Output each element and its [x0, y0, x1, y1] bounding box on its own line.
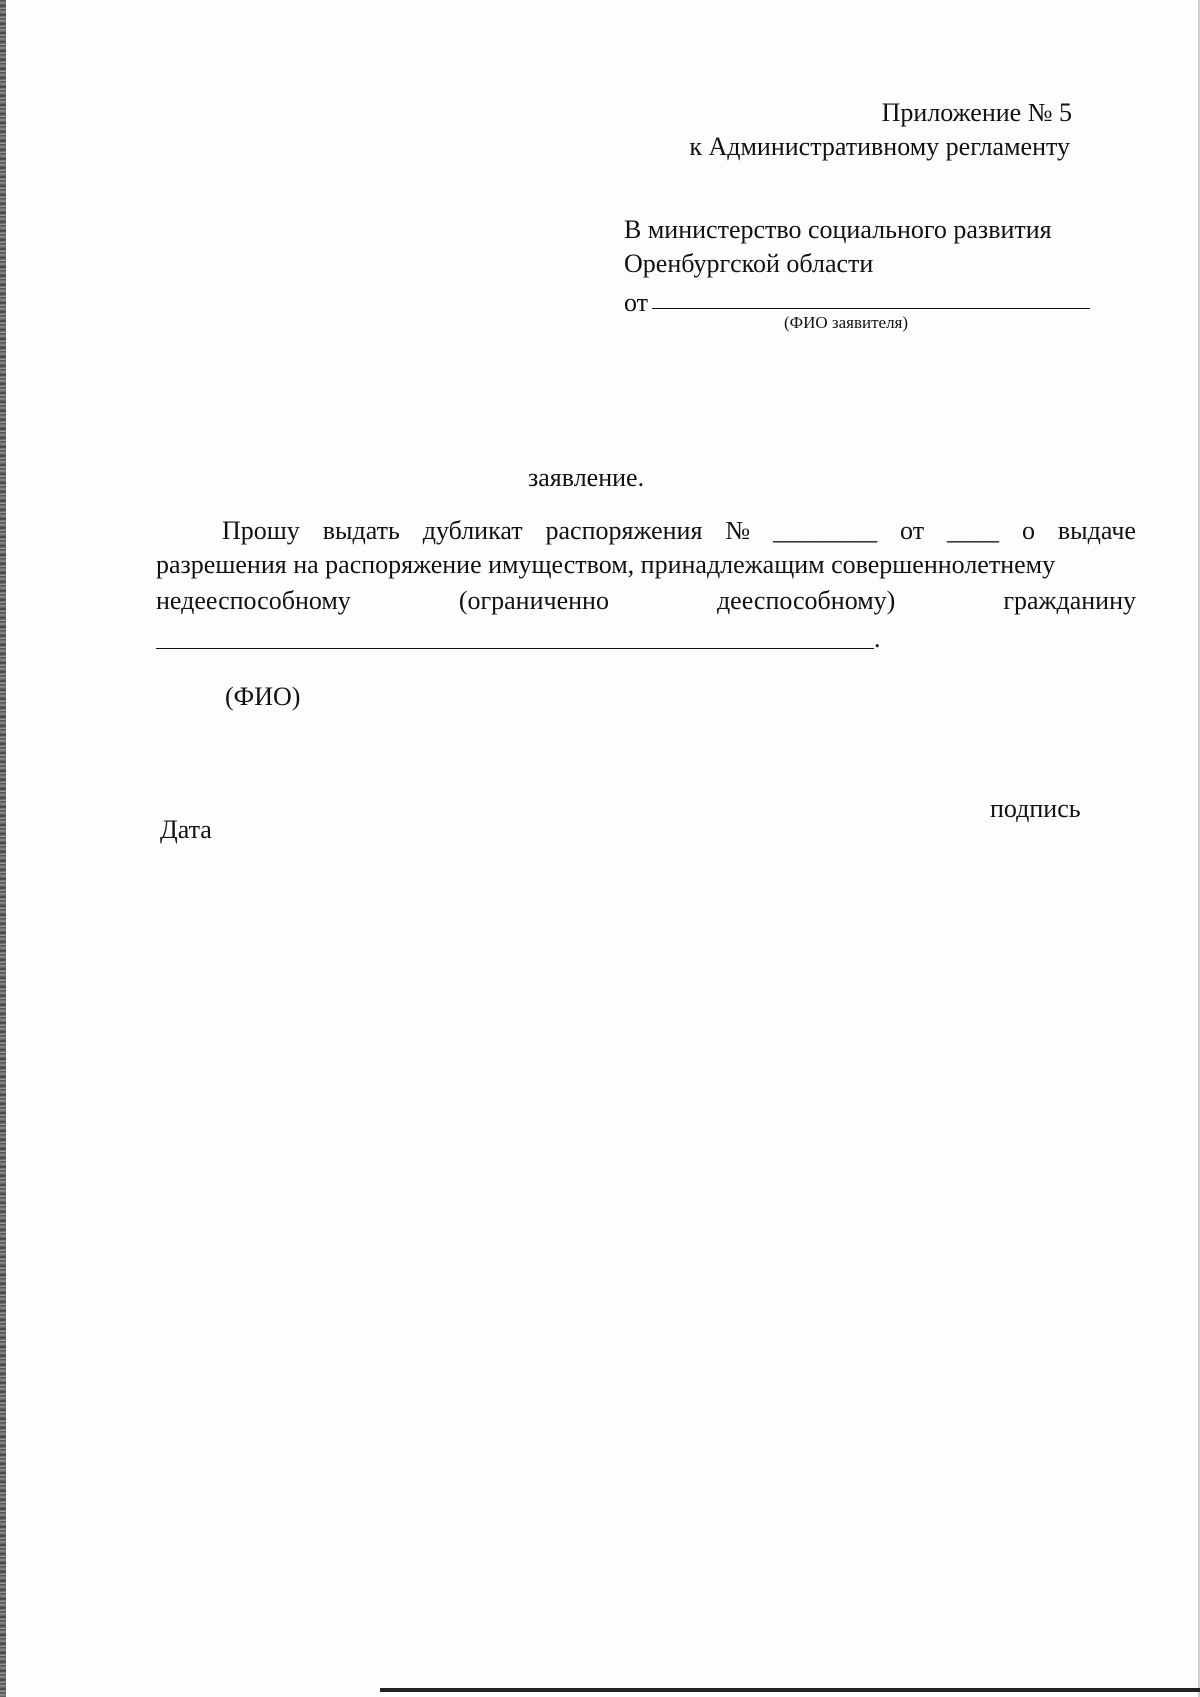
word: распоряжения	[545, 516, 703, 545]
order-date-field[interactable]: ____	[947, 516, 999, 545]
citizen-name-field[interactable]	[156, 648, 874, 649]
body-line-3	[156, 586, 1136, 616]
word: выдать	[322, 516, 400, 545]
from-label: от	[624, 288, 649, 317]
number-sign: №	[725, 516, 751, 545]
applicant-name-caption: (ФИО заявителя)	[784, 313, 909, 332]
appendix-subtitle: к Административному регламенту	[689, 132, 1070, 161]
sentence-end: .	[874, 624, 881, 653]
word: (ограниченно	[458, 586, 609, 615]
scan-edge-left	[0, 0, 6, 1697]
word: выдаче	[1057, 516, 1136, 545]
fio-caption: (ФИО)	[225, 682, 301, 711]
applicant-name-field[interactable]	[652, 308, 1090, 309]
word: Прошу	[222, 516, 300, 545]
addressee-line-2: Оренбургской области	[624, 249, 874, 278]
document-title: заявление.	[528, 463, 645, 492]
word: дубликат	[422, 516, 523, 545]
word: дееспособному)	[716, 586, 896, 615]
body-line-1	[222, 516, 1136, 546]
word: от	[900, 516, 925, 545]
word: о	[1021, 516, 1035, 545]
addressee-line-1: В министерство социального развития	[624, 215, 1052, 244]
word: недееспособному	[156, 586, 351, 615]
signature-label: подпись	[990, 794, 1081, 823]
order-number-field[interactable]: ________	[773, 516, 878, 545]
scan-bottom-edge	[380, 1688, 1200, 1692]
body-line-2: разрешения на распоряжение имуществом, принадлежащим совершеннолетнему	[156, 550, 1056, 579]
word: гражданину	[1003, 586, 1136, 615]
date-label: Дата	[160, 815, 212, 844]
appendix-title: Приложение № 5	[881, 98, 1072, 127]
